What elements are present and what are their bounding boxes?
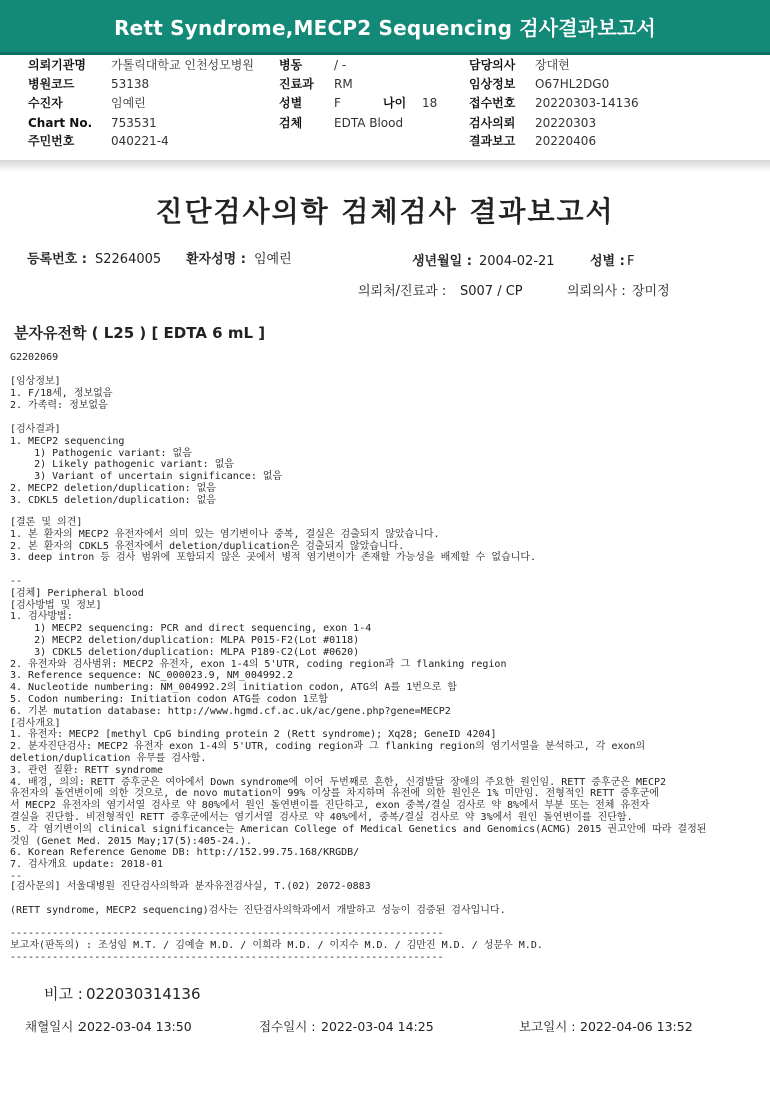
- summary-value: 장대현: [535, 58, 570, 72]
- specimen-code: G2202069: [10, 352, 59, 363]
- summary-label: 병원코드: [28, 77, 75, 91]
- summary-label: 병동: [279, 58, 303, 72]
- summary-label: 진료과: [279, 77, 314, 91]
- summary-value: 18: [422, 96, 438, 110]
- summary-value: 가톨릭대학교 인천성모병원: [111, 58, 254, 72]
- section-title: 분자유전학 ( L25 ) [ EDTA 6 mL ]: [14, 324, 266, 342]
- patient-name-label: 환자성명 :: [186, 252, 246, 267]
- received-label: 접수일시 :: [259, 1019, 316, 1034]
- conclusion: [결론 및 의견] 1. 본 환자의 MECP2 유전자에서 의미 있는 염기변이나 중복, 결실은 검출되지 않았습니다. 2. 본 환자의 CDKL5 유전자에서 deletion/duplication은 검출되지 않았습니다. 3. deep intron 등 검사 범위에 포함되지 않은 곳에서 병적 염기변이가 존재할 가능성을 배제할 수 없습니다.: [10, 517, 536, 564]
- contact-info: [검사문의] 서울대병원 진단검사의학과 분자유전검사실, T.(02) 2072-0883: [10, 881, 371, 892]
- methods-and-overview: -- [검체] Peripheral blood [검사방법 및 정보] 1. 검사방법: 1) MECP2 sequencing: PCR and direct sequencing, exon 1-4 2) MECP2 deletion/duplication: MLPA P015-F2(Lot #0118) 3) CDKL5 deletion/duplication: MLPA P189-C2(Lot #0620) 2. 유전자와 검사범위: MECP2 유전자, exon 1-4의 5'UTR, coding region과 그 flanking region 3. Reference sequence: NC_000023.9, NM_004992.2 4. Nucleotide numbering: NM_004992.2의 initiation codon, ATG의 A를 1번으로 함 5. Codon numbering: Initiation codon ATG를 codon 1로함 6. 기본 mutation database: http://www.hgmd.cf.ac.uk/ac/gene.php?gene=MECP2 [검사개요] 1. 유전자: MECP2 [methyl CpG binding protein 2 (Rett syndrome); Xq28; GeneID 4204] 2. 분자진단검사: MECP2 유전자 exon 1-4의 5'UTR, coding region과 그 flanking region의 염기서열을 분석하고, 각 exon의 deletion/duplication 유무를 검사함. 3. 관련 질환: RETT syndrome 4. 배경, 의의: RETT 증후군은 여아에서 Down syndrome에 이어 두번째로 흔한, 신경발달 장애의 주요한 원인임. RETT 증후군은 MECP2 유전자의 돌연변이에 의한 것으로, de novo mutation이 99% 이상를 차지하며 유전에 의한 원인은 1% 미만임. 전형적인 RETT 증후군에 서 MECP2 유전자의 염기서열 검사로 약 80%에서 원인 돌연변이를 진단하고, exon 중복/결실 검사로 약 8%에서 부분 또는 전체 유전자 결실을 진단함. 비전형적인 RETT 증후군에서는 염기서열 검사로 약 40%에서, 중복/결실 검사로 약 3%에서 원인 돌연변이를 진단함. 5. 각 염기변이의 clinical significance는 American College of Medical Genetics and Genomics(ACMG) 2015 권고안에 따라 결정된 것임 (Genet Med. 2015 May;17(5):405-24.). 6. Korean Reference Genome DB: http://152.99.75.168/KRGDB/ 7. 검사개요 update: 2018-01 --: [10, 576, 707, 882]
- clinical-info: [임상정보] 1. F/18세, 정보없음 2. 가족력: 정보없음: [10, 376, 113, 411]
- dob-label: 생년월일 :: [412, 254, 472, 269]
- reg-no-value: S2264005: [95, 252, 162, 267]
- doctor-label: 의뢰의사 :: [567, 284, 626, 299]
- reg-no-label: 등록번호 :: [27, 252, 87, 267]
- summary-value: 20220303: [535, 116, 597, 130]
- reporters: 보고자(판독의) : 조성임 M.T. / 김예슬 M.D. / 이희라 M.D. / 이지수 M.D. / 김만진 M.D. / 성문우 M.D.: [10, 940, 543, 951]
- summary-label: 검체: [279, 116, 303, 130]
- summary-label: 임상정보: [469, 77, 516, 91]
- test-results: [검사결과] 1. MECP2 sequencing 1) Pathogenic variant: 없음 2) Likely pathogenic variant: 없음 3) Variant of uncertain significance: 없음 2. MECP2 deletion/duplication: 없음 3. CDKL5 deletion/duplication: 없음: [10, 424, 283, 506]
- summary-value: 040221-4: [111, 134, 169, 148]
- summary-value: 20220303-14136: [535, 96, 639, 110]
- section-divider: [0, 160, 770, 172]
- received-value: 2022-03-04 14:25: [321, 1019, 434, 1034]
- banner-title: Rett Syndrome,MECP2 Sequencing 검사결과보고서: [114, 15, 656, 40]
- summary-label: 성별: [279, 96, 303, 110]
- note-value: 022030314136: [86, 985, 201, 1003]
- summary-label: 의뢰기관명: [28, 58, 86, 72]
- summary-block: [0, 52, 770, 164]
- report-banner: [0, 0, 770, 55]
- summary-label: 나이: [383, 96, 407, 110]
- doctor-value: 장미정: [632, 284, 670, 299]
- dept-label: 의뢰처/진료과 :: [358, 284, 447, 299]
- summary-value: 53138: [111, 77, 150, 91]
- patient-name-value: 임예린: [254, 252, 292, 267]
- report-title: 진단검사의학 검체검사 결과보고서: [155, 195, 615, 228]
- summary-value: 임예린: [111, 96, 146, 110]
- summary-label: 주민번호: [28, 134, 75, 148]
- summary-label: Chart No.: [28, 116, 93, 130]
- sex-value: F: [627, 254, 635, 269]
- summary-value: O67HL2DG0: [535, 77, 610, 91]
- validation-note: (RETT syndrome, MECP2 sequencing)검사는 진단검사의학과에서 개발하고 성능이 검증된 검사입니다.: [10, 905, 506, 916]
- summary-value: RM: [334, 77, 353, 91]
- summary-value: 20220406: [535, 134, 597, 148]
- sex-label: 성별 :: [590, 254, 625, 269]
- reported-value: 2022-04-06 13:52: [580, 1019, 693, 1034]
- collected-value: 2022-03-04 13:50: [79, 1019, 192, 1034]
- summary-value: EDTA Blood: [334, 116, 404, 130]
- summary-label: 수진자: [28, 96, 63, 110]
- summary-value: F: [334, 96, 341, 110]
- summary-label: 검사의뢰: [469, 116, 516, 130]
- summary-value: 753531: [111, 116, 157, 130]
- summary-label: 결과보고: [469, 134, 516, 148]
- summary-label: 접수번호: [469, 96, 516, 110]
- summary-value: / -: [334, 58, 347, 72]
- dob-value: 2004-02-21: [479, 254, 555, 269]
- dept-value: S007 / CP: [460, 284, 523, 299]
- rule-top: ------------------------------------------------------------------------: [10, 928, 444, 939]
- summary-label: 담당의사: [469, 58, 516, 72]
- note-label: 비고 :: [44, 985, 83, 1003]
- rule-bottom: ------------------------------------------------------------------------: [10, 952, 444, 963]
- reported-label: 보고일시 :: [519, 1019, 576, 1034]
- collected-label: 채혈일시 :: [25, 1019, 82, 1034]
